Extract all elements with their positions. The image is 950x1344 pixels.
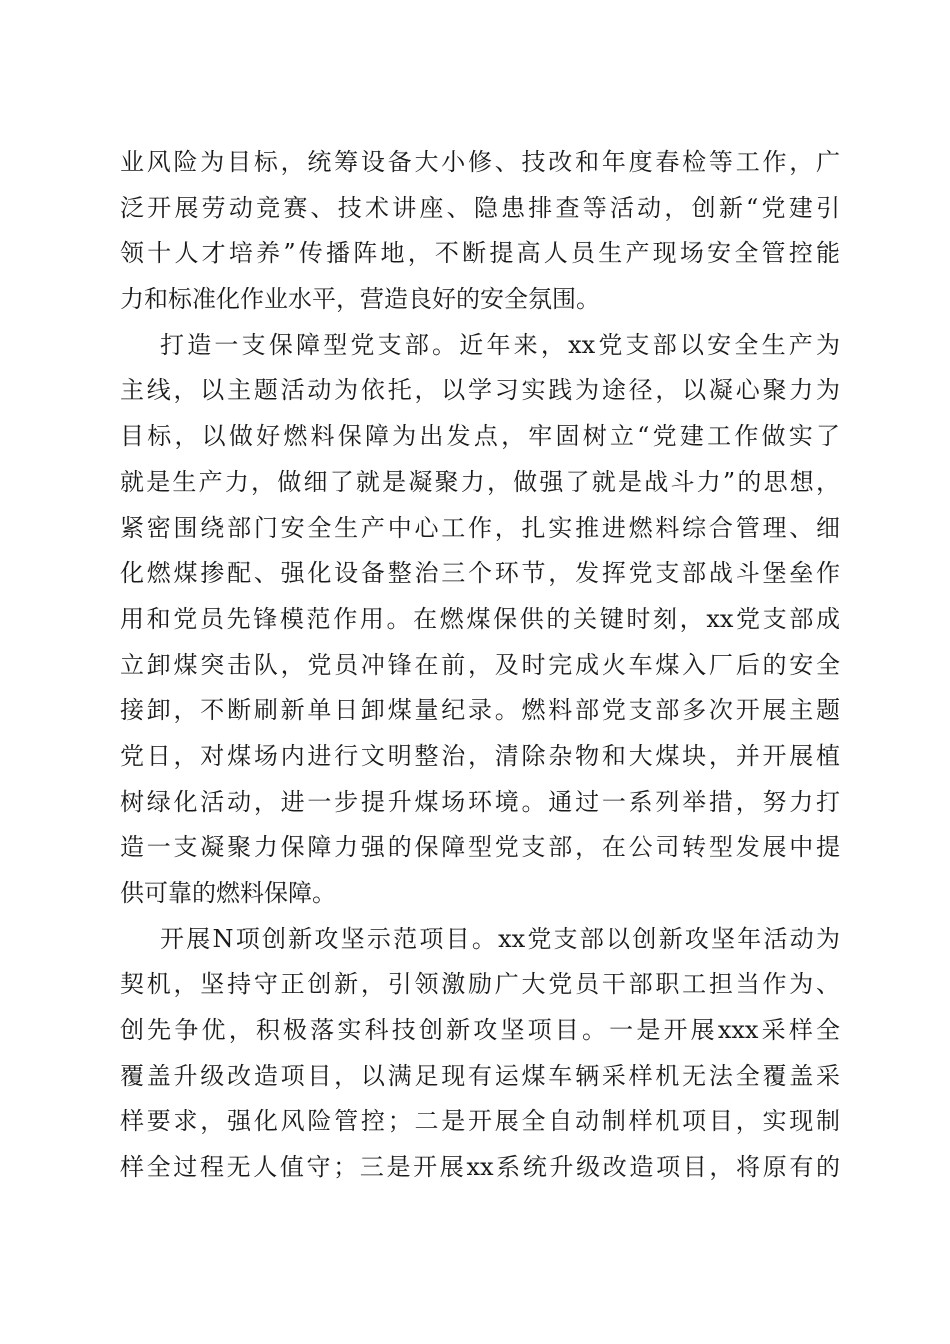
text-line: 样要求，强化风险管控；二是开展全自动制样机项目，实现制 xyxy=(120,1107,840,1136)
text-line: 目标，以做好燃料保障为出发点，牢固树立“党建工作做实了 xyxy=(120,422,840,451)
paragraph xyxy=(120,323,840,917)
text-line: 党日，对煤场内进行文明整治，清除杂物和大煤块，并开展植 xyxy=(120,741,840,770)
text-line: 紧密围绕部门安全生产中心工作，扎实推进燃料综合管理、细 xyxy=(120,513,840,542)
text-line: 开展N项创新攻坚示范项目。xx党支部以创新攻坚年活动为 xyxy=(160,924,840,953)
text-line: 样全过程无人值守；三是开展xx系统升级改造项目，将原有的 xyxy=(120,1153,840,1182)
paragraph xyxy=(120,917,840,1191)
text-line: 化燃煤掺配、强化设备整治三个环节，发挥党支部战斗堡垒作 xyxy=(120,559,840,588)
text-line: 覆盖升级改造项目，以满足现有运煤车辆采样机无法全覆盖采 xyxy=(120,1061,840,1090)
text-line: 造一支凝聚力保障力强的保障型党支部，在公司转型发展中提 xyxy=(120,833,840,862)
text-line: 树绿化活动，进一步提升煤场环境。通过一系列举措，努力打 xyxy=(120,787,840,816)
text-line: 主线，以主题活动为依托，以学习实践为途径，以凝心聚力为 xyxy=(120,376,840,405)
text-line: 力和标准化作业水平，营造良好的安全氛围。 xyxy=(120,285,600,314)
text-line: 打造一支保障型党支部。近年来，xx党支部以安全生产为 xyxy=(160,330,840,359)
text-line: 泛开展劳动竞赛、技术讲座、隐患排查等活动，创新“党建引 xyxy=(120,193,840,222)
paragraph xyxy=(120,140,840,323)
text-line: 供可靠的燃料保障。 xyxy=(120,879,336,907)
text-line: 创先争优，积极落实科技创新攻坚项目。一是开展xxx采样全 xyxy=(120,1016,840,1045)
text-line: 契机，坚持守正创新，引领激励广大党员干部职工担当作为、 xyxy=(120,970,840,999)
text-line: 就是生产力，做细了就是凝聚力，做强了就是战斗力”的思想， xyxy=(120,467,840,496)
text-line: 立卸煤突击队，党员冲锋在前，及时完成火车煤入厂后的安全 xyxy=(120,650,840,679)
text-line: 业风险为目标，统筹设备大小修、技改和年度春检等工作，广 xyxy=(120,148,840,176)
text-line: 领十人才培养”传播阵地，不断提高人员生产现场安全管控能 xyxy=(120,239,840,268)
text-line: 接卸，不断刷新单日卸煤量纪录。燃料部党支部多次开展主题 xyxy=(120,696,840,725)
text-line: 用和党员先锋模范作用。在燃煤保供的关键时刻，xx党支部成 xyxy=(120,604,840,633)
document-body xyxy=(120,140,840,1191)
